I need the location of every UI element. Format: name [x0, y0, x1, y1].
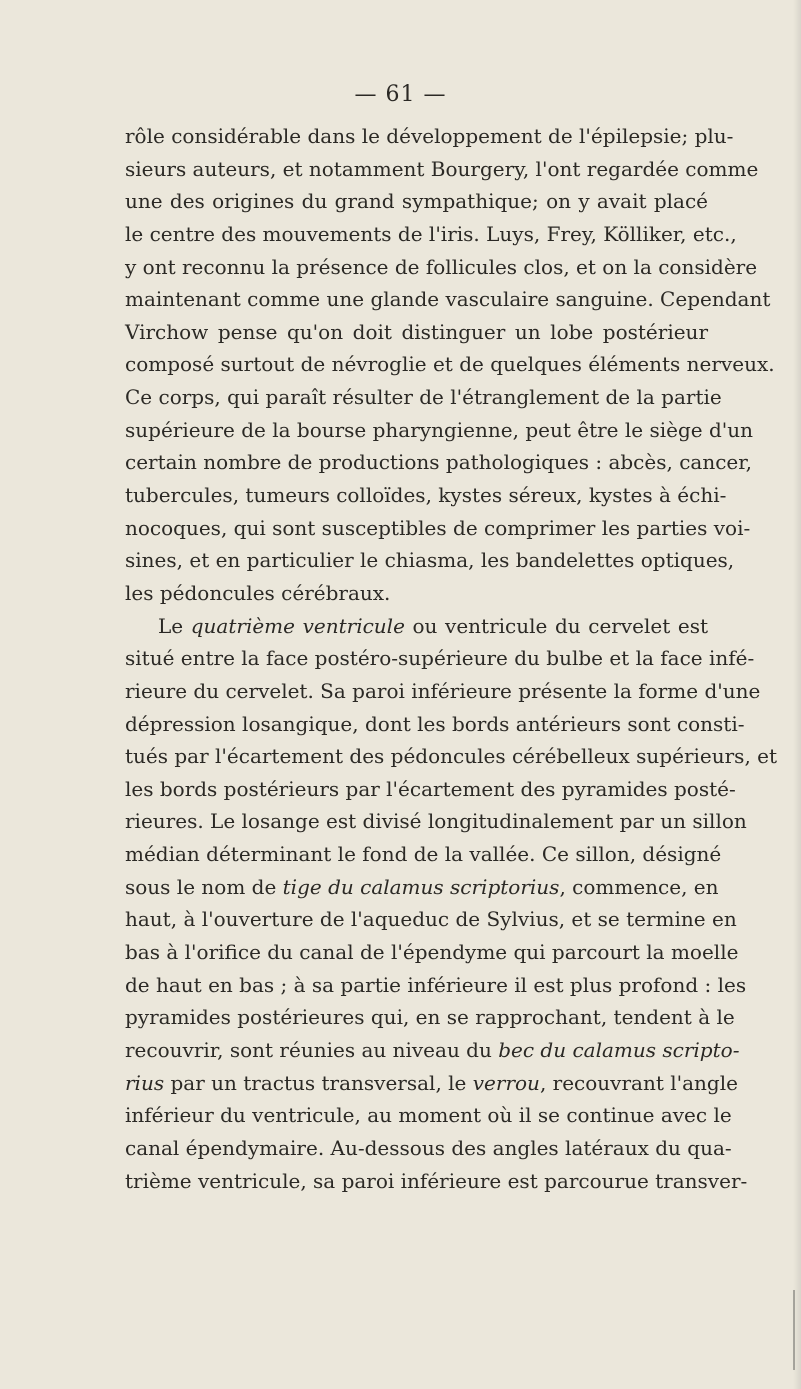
text-line: le centre des mouvements de l'iris. Luys, Frey, Kölliker, etc.,: [125, 221, 737, 246]
text-line: médian déterminant le fond de la vallée. Ce sillon, désigné: [125, 842, 722, 867]
text-line: Virchow pense qu'on doit distinguer un lobe postérieur: [125, 319, 708, 344]
text-line: dépression losangique, dont les bords antérieurs sont consti-: [125, 711, 745, 736]
text-line: sines, et en particulier le chiasma, les bandelettes optiques,: [125, 548, 735, 573]
text-line: canal épendymaire. Au-dessous des angles latéraux du qua-: [125, 1135, 732, 1160]
body-text: [125, 120, 778, 1197]
paragraph-first-line: [125, 610, 708, 643]
text-line: composé surtout de névroglie et de quelques éléments nerveux.: [125, 352, 775, 377]
text-line: rieure du cervelet. Sa paroi inférieure présente la forme d'une: [125, 678, 761, 703]
text-line: de haut en bas ; à sa partie inférieure il est plus profond : les: [125, 972, 747, 997]
italic-term: bec du calamus scripto-: [498, 1037, 740, 1062]
text-span: , commence, en: [559, 874, 719, 899]
text-line: sieurs auteurs, et notamment Bourgery, l'ont regardée comme: [125, 156, 759, 181]
text-span: , recouvrant l'angle: [539, 1070, 738, 1095]
text-line: [125, 1067, 738, 1100]
page-edge-shadow: [793, 0, 801, 1389]
text-line: rôle considérable dans le développement de l'épilepsie; plu-: [125, 124, 734, 148]
italic-term: tige du calamus scriptorius: [282, 874, 560, 899]
text-line: pyramides postérieures qui, en se rapprochant, tendent à le: [125, 1005, 735, 1030]
text-line: tués par l'écartement des pédoncules cérébelleux supérieurs, et: [125, 744, 778, 769]
text-line: les bords postérieurs par l'écartement des pyramides posté-: [125, 776, 736, 801]
text-span: ou ventricule du cervelet est: [404, 613, 709, 638]
text-line: nocoques, qui sont susceptibles de comprimer les parties voi-: [125, 515, 751, 540]
text-line: les pédoncules cérébraux.: [125, 580, 391, 605]
text-line: [125, 1034, 740, 1067]
page-number: — 61 —: [354, 82, 447, 107]
text-line: trième ventricule, sa paroi inférieure est parcourue transver-: [125, 1168, 748, 1193]
text-line: certain nombre de productions pathologiques : abcès, cancer,: [125, 450, 752, 475]
text-line: tubercules, tumeurs colloïdes, kystes séreux, kystes à échi-: [125, 483, 727, 508]
text-line: supérieure de la bourse pharyngienne, peut être le siège d'un: [125, 417, 754, 442]
text-line: inférieur du ventricule, au moment où il se continue avec le: [125, 1103, 732, 1128]
text-span: Le: [158, 613, 191, 638]
text-span: recouvrir, sont réunies au niveau du: [125, 1037, 499, 1062]
italic-term: quatrième ventricule: [190, 613, 405, 638]
text-line: Ce corps, qui paraît résulter de l'étranglement de la partie: [125, 385, 722, 410]
text-span: par un tractus transversal, le: [164, 1070, 473, 1095]
italic-term: verrou: [472, 1070, 540, 1095]
italic-term: rius: [125, 1070, 165, 1095]
text-line: haut, à l'ouverture de l'aqueduc de Sylvius, et se termine en: [125, 907, 737, 932]
text-line: maintenant comme une glande vasculaire sanguine. Cependant: [125, 287, 771, 312]
text-line: situé entre la face postéro-supérieure du bulbe et la face infé-: [125, 646, 755, 671]
text-line: bas à l'orifice du canal de l'épendyme qui parcourt la moelle: [125, 940, 739, 965]
text-line: une des origines du grand sympathique; on y avait placé: [125, 189, 708, 214]
text-line: rieures. Le losange est divisé longitudinalement par un sillon: [125, 809, 747, 834]
text-line: y ont reconnu la présence de follicules clos, et on la considère: [125, 254, 758, 279]
text-span: sous le nom de: [125, 874, 283, 899]
text-line: [125, 871, 719, 904]
binding-mark: [793, 1290, 795, 1370]
